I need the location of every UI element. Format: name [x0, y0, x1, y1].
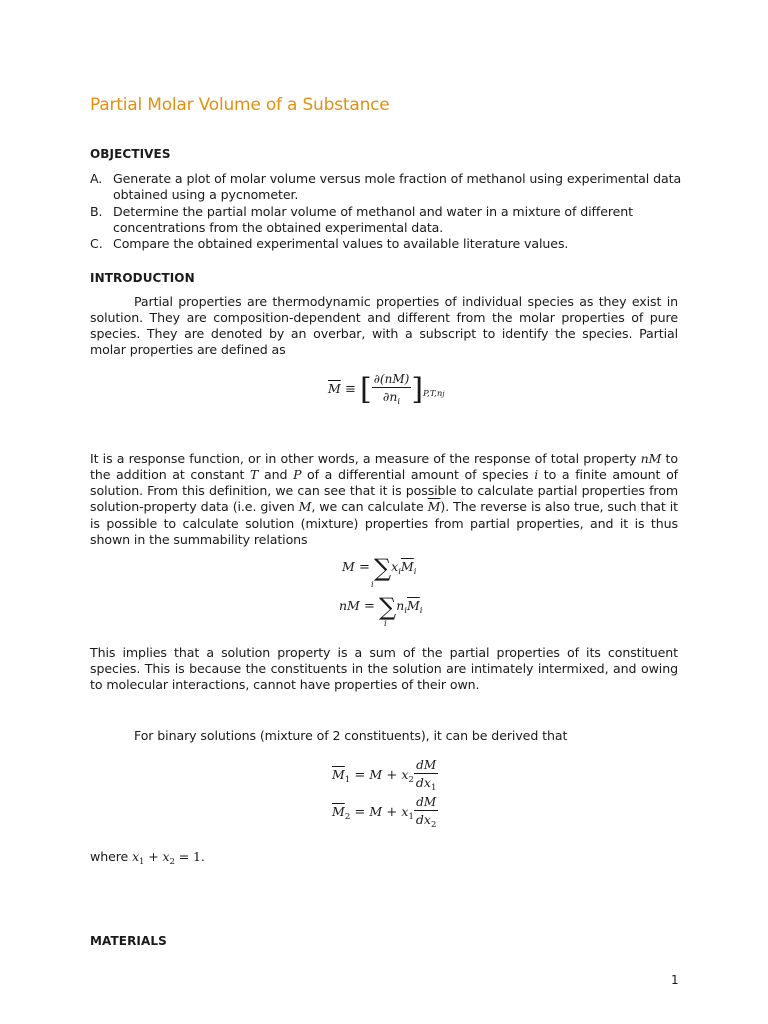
intro-paragraph-2: It is a response function, or in other words, a measure of the response of total property nM to the addition at constant T and P of a differential amount of species i to a finite amount of solution. From this definition, we can see that it is possible to calculate partial properties from solution-property data (i.e. given M, we can calculate $\overline{M}$). The reverse is also true, such that it is possible to calculate solution (mixture) properties from partial properties, and it is thus shown in the summability relations	[90, 450, 679, 548]
introduction-heading: INTRODUCTION	[90, 271, 195, 285]
materials-heading: MATERIALS	[90, 934, 167, 948]
objectives-list	[90, 171, 690, 252]
equation-binary-2: $\overline{M}_2 = M + x_1$ $\frac{dM}{dx_2}$	[332, 795, 437, 830]
page-number: 1	[671, 973, 679, 987]
intro-paragraph-4: For binary solutions (mixture of 2 constituents), it can be derived that	[134, 727, 568, 743]
objective-item: A. Generate a plot of molar volume versus mole fraction of methanol using experimental data obtained using a pycnometer.	[90, 171, 682, 203]
document-title: Partial Molar Volume of a Substance	[90, 95, 390, 115]
intro-paragraph-5: where $x_1 + x_2 = 1$.	[90, 848, 205, 867]
intro-paragraph-3: This implies that a solution property is a sum of the partial properties of its constituent species. This is because the constituents in the solution are intimately intermixed, and owing to molecular interactions, cannot have properties of their own.	[90, 644, 678, 693]
objective-item: C. Compare the obtained experimental values to available literature values.	[90, 236, 569, 252]
equation-summability-2: nM = $\sum n_i\overline{M}_i$	[339, 593, 423, 621]
sigma-subscript-2: i	[384, 619, 387, 629]
objectives-heading: OBJECTIVES	[90, 147, 171, 161]
objective-item: B. Determine the partial molar volume of methanol and water in a mixture of different concentrations from the obtained experimental data.	[90, 203, 634, 235]
equation-summability-1: $M = \sum x_i\overline{M}_i$	[342, 554, 417, 582]
sigma-subscript-1: i	[371, 580, 374, 590]
intro-paragraph-1: Partial properties are thermodynamic properties of individual species as they exist in solution. They are composition-dependent and different from the molar properties of pure species. They are denoted by an overbar, with a subscript to identify the species. Partial molar properties are defined as	[90, 293, 678, 358]
equation-binary-1: $\overline{M}_1 = M + x_2$ $\frac{dM}{dx_1}$	[332, 758, 437, 793]
equation-partial-molar-definition: $\overline{M}$ ≡ [ $\frac{\partial(nM)}{\partial n_i}$ ]$_{P,T,nj}$	[328, 372, 445, 407]
